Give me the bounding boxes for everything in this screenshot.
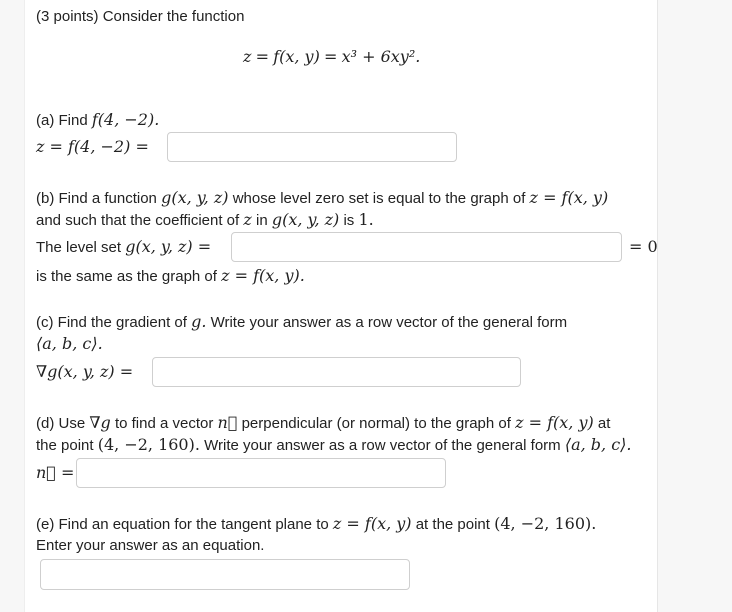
part-e-line1: (e) Find an equation for the tangent plane to z = f(x, y) at the point (4, −2, 160).: [36, 514, 597, 533]
part-b-line1: (b) Find a function g(x, y, z) whose level zero set is equal to the graph of z = f(x, y): [36, 188, 609, 207]
problem-card: [24, 0, 658, 612]
part-a-answer-input[interactable]: [167, 132, 457, 162]
part-c-line2: ⟨a, b, c⟩.: [36, 334, 103, 353]
part-d-answer-input[interactable]: [76, 458, 446, 488]
normal-vector-symbol: n⃗: [217, 413, 238, 432]
part-e-answer-input[interactable]: [40, 559, 410, 590]
part-c-answer-label: ∇g(x, y, z) =: [36, 362, 134, 381]
part-b-line2: and such that the coefficient of z in g(x, y, z) is 1.: [36, 210, 374, 229]
problem-intro: (3 points) Consider the function: [36, 8, 245, 25]
part-a-answer-label: z = f(4, −2) =: [36, 137, 149, 156]
part-d-line2: the point (4, −2, 160). Write your answer as a row vector of the general form ⟨a, b, c⟩.: [36, 435, 632, 454]
part-b-line4: is the same as the graph of z = f(x, y).: [36, 266, 305, 285]
part-d-answer-label: n⃗ =: [36, 463, 75, 482]
gradient-g-symbol: ∇g: [89, 413, 111, 432]
part-b-level-label: The level set g(x, y, z) =: [36, 237, 212, 256]
function-definition: z = f(x, y) = x³ + 6xy².: [243, 47, 421, 66]
part-c-line1: (c) Find the gradient of g. Write your answer as a row vector of the general form: [36, 312, 568, 331]
part-a-prompt: (a) Find f(4, −2).: [36, 110, 160, 129]
part-b-answer-input[interactable]: [231, 232, 622, 262]
part-c-answer-input[interactable]: [152, 357, 521, 387]
part-b-level-suffix: = 0: [629, 237, 658, 256]
part-e-line2: Enter your answer as an equation.: [36, 537, 265, 554]
part-d-line1: (d) Use ∇g to find a vector n⃗ perpendicular (or normal) to the graph of z = f(x, y) at: [36, 413, 611, 432]
